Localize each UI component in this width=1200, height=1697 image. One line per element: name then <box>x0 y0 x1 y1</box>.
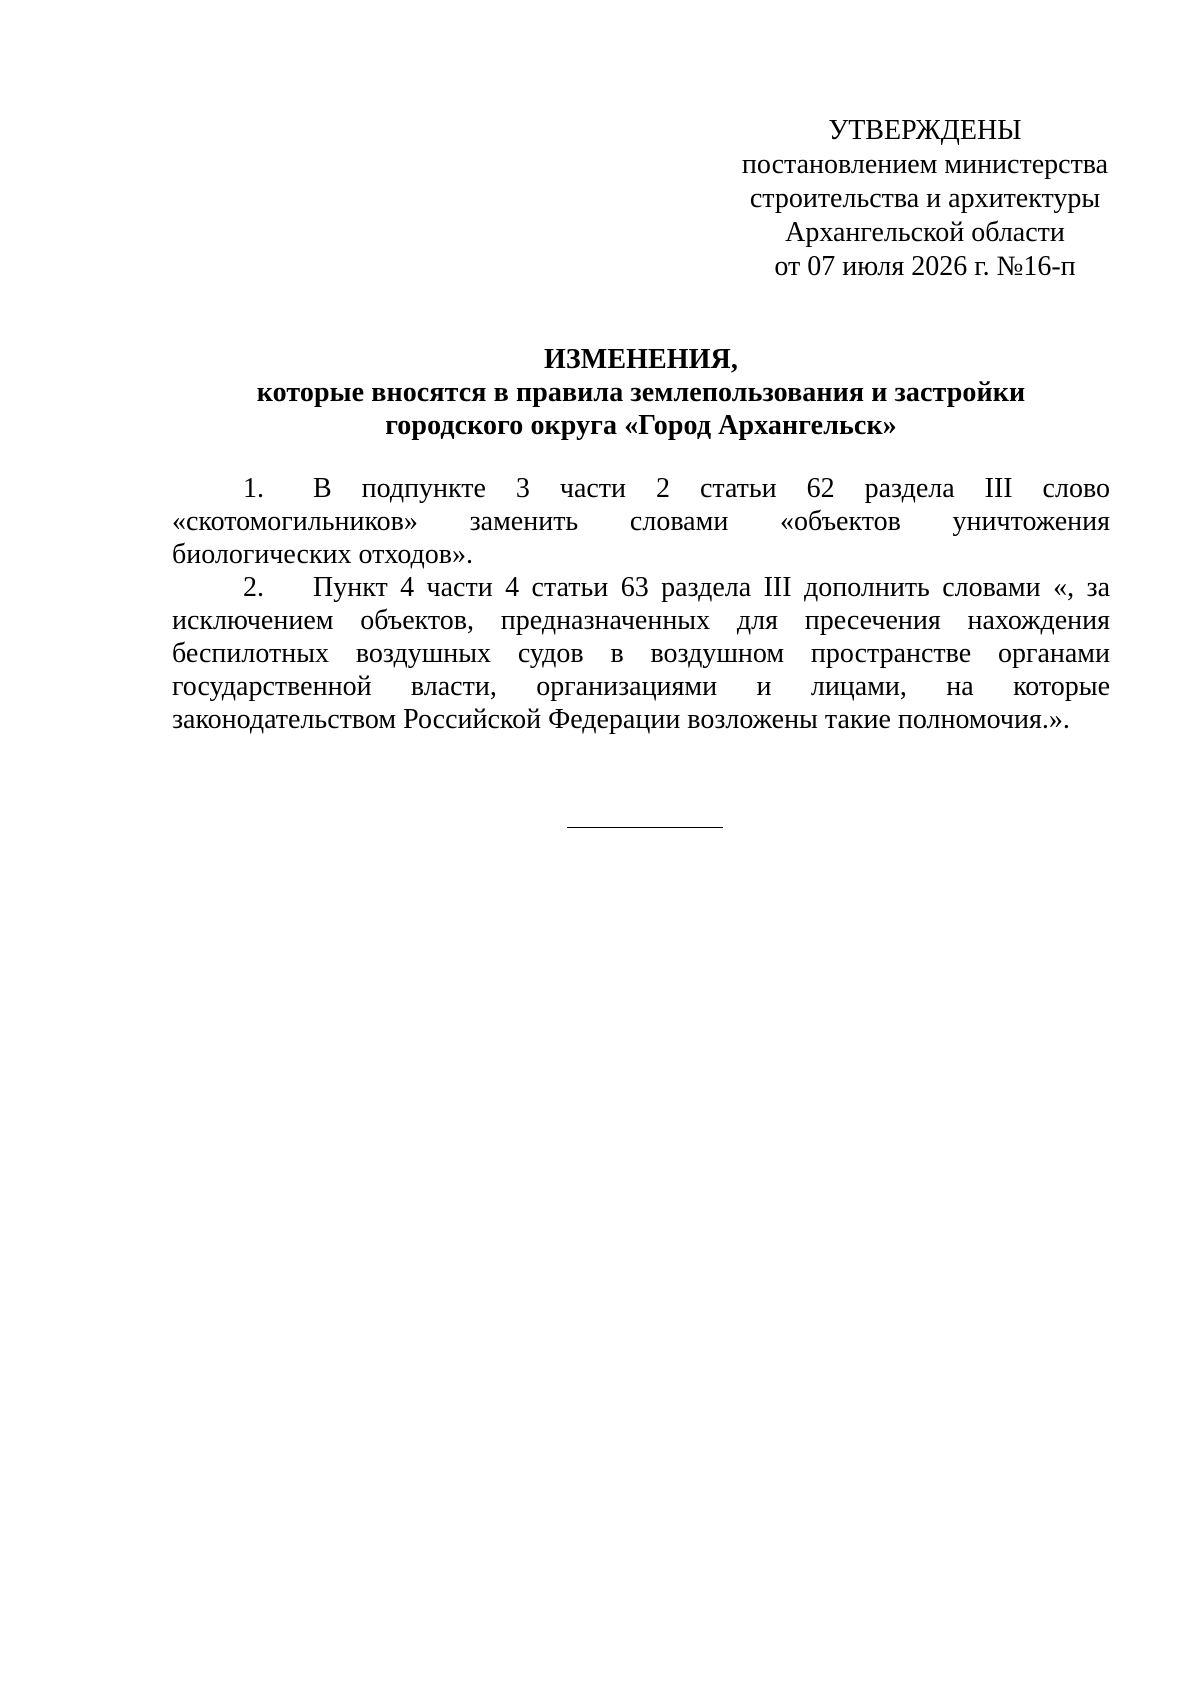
title-subheading: которые вносятся в правила землепользования и застройки <box>256 377 1026 408</box>
approval-stamp <box>740 114 1110 284</box>
approval-region-line: Архангельской области <box>785 217 1065 248</box>
item-number: 1. <box>243 473 264 504</box>
list-item <box>172 472 1110 571</box>
approval-authority-line: строительства и архитектуры <box>749 183 1101 214</box>
approval-heading: УТВЕРЖДЕНЫ <box>828 115 1022 146</box>
closing-divider <box>567 827 723 828</box>
approval-authority-line: постановлением министерства <box>741 149 1109 180</box>
item-text: Пункт 4 части 4 статьи 63 раздела III дополнить словами «, за исключением объектов, предназначенных для пресечения нахождения беспилотных воздушных судов в воздушном пространстве органами государственной власти, организациями и лицами, на которые законодательством Российской Федерации возложены такие полномочия.». <box>172 572 1110 735</box>
list-item <box>172 571 1110 736</box>
title-heading: ИЗМЕНЕНИЯ, <box>544 344 738 375</box>
title-subheading: городского округа «Город Архангельск» <box>385 410 897 441</box>
item-number: 2. <box>243 572 264 603</box>
document-body <box>172 472 1110 736</box>
approval-date-number: от 07 июля 2026 г. №16-п <box>774 251 1076 282</box>
document-title <box>172 343 1110 442</box>
item-text: В подпункте 3 части 2 статьи 62 раздела III слово «скотомогильников» заменить словами «объектов уничтожения биологических отходов». <box>172 473 1110 570</box>
